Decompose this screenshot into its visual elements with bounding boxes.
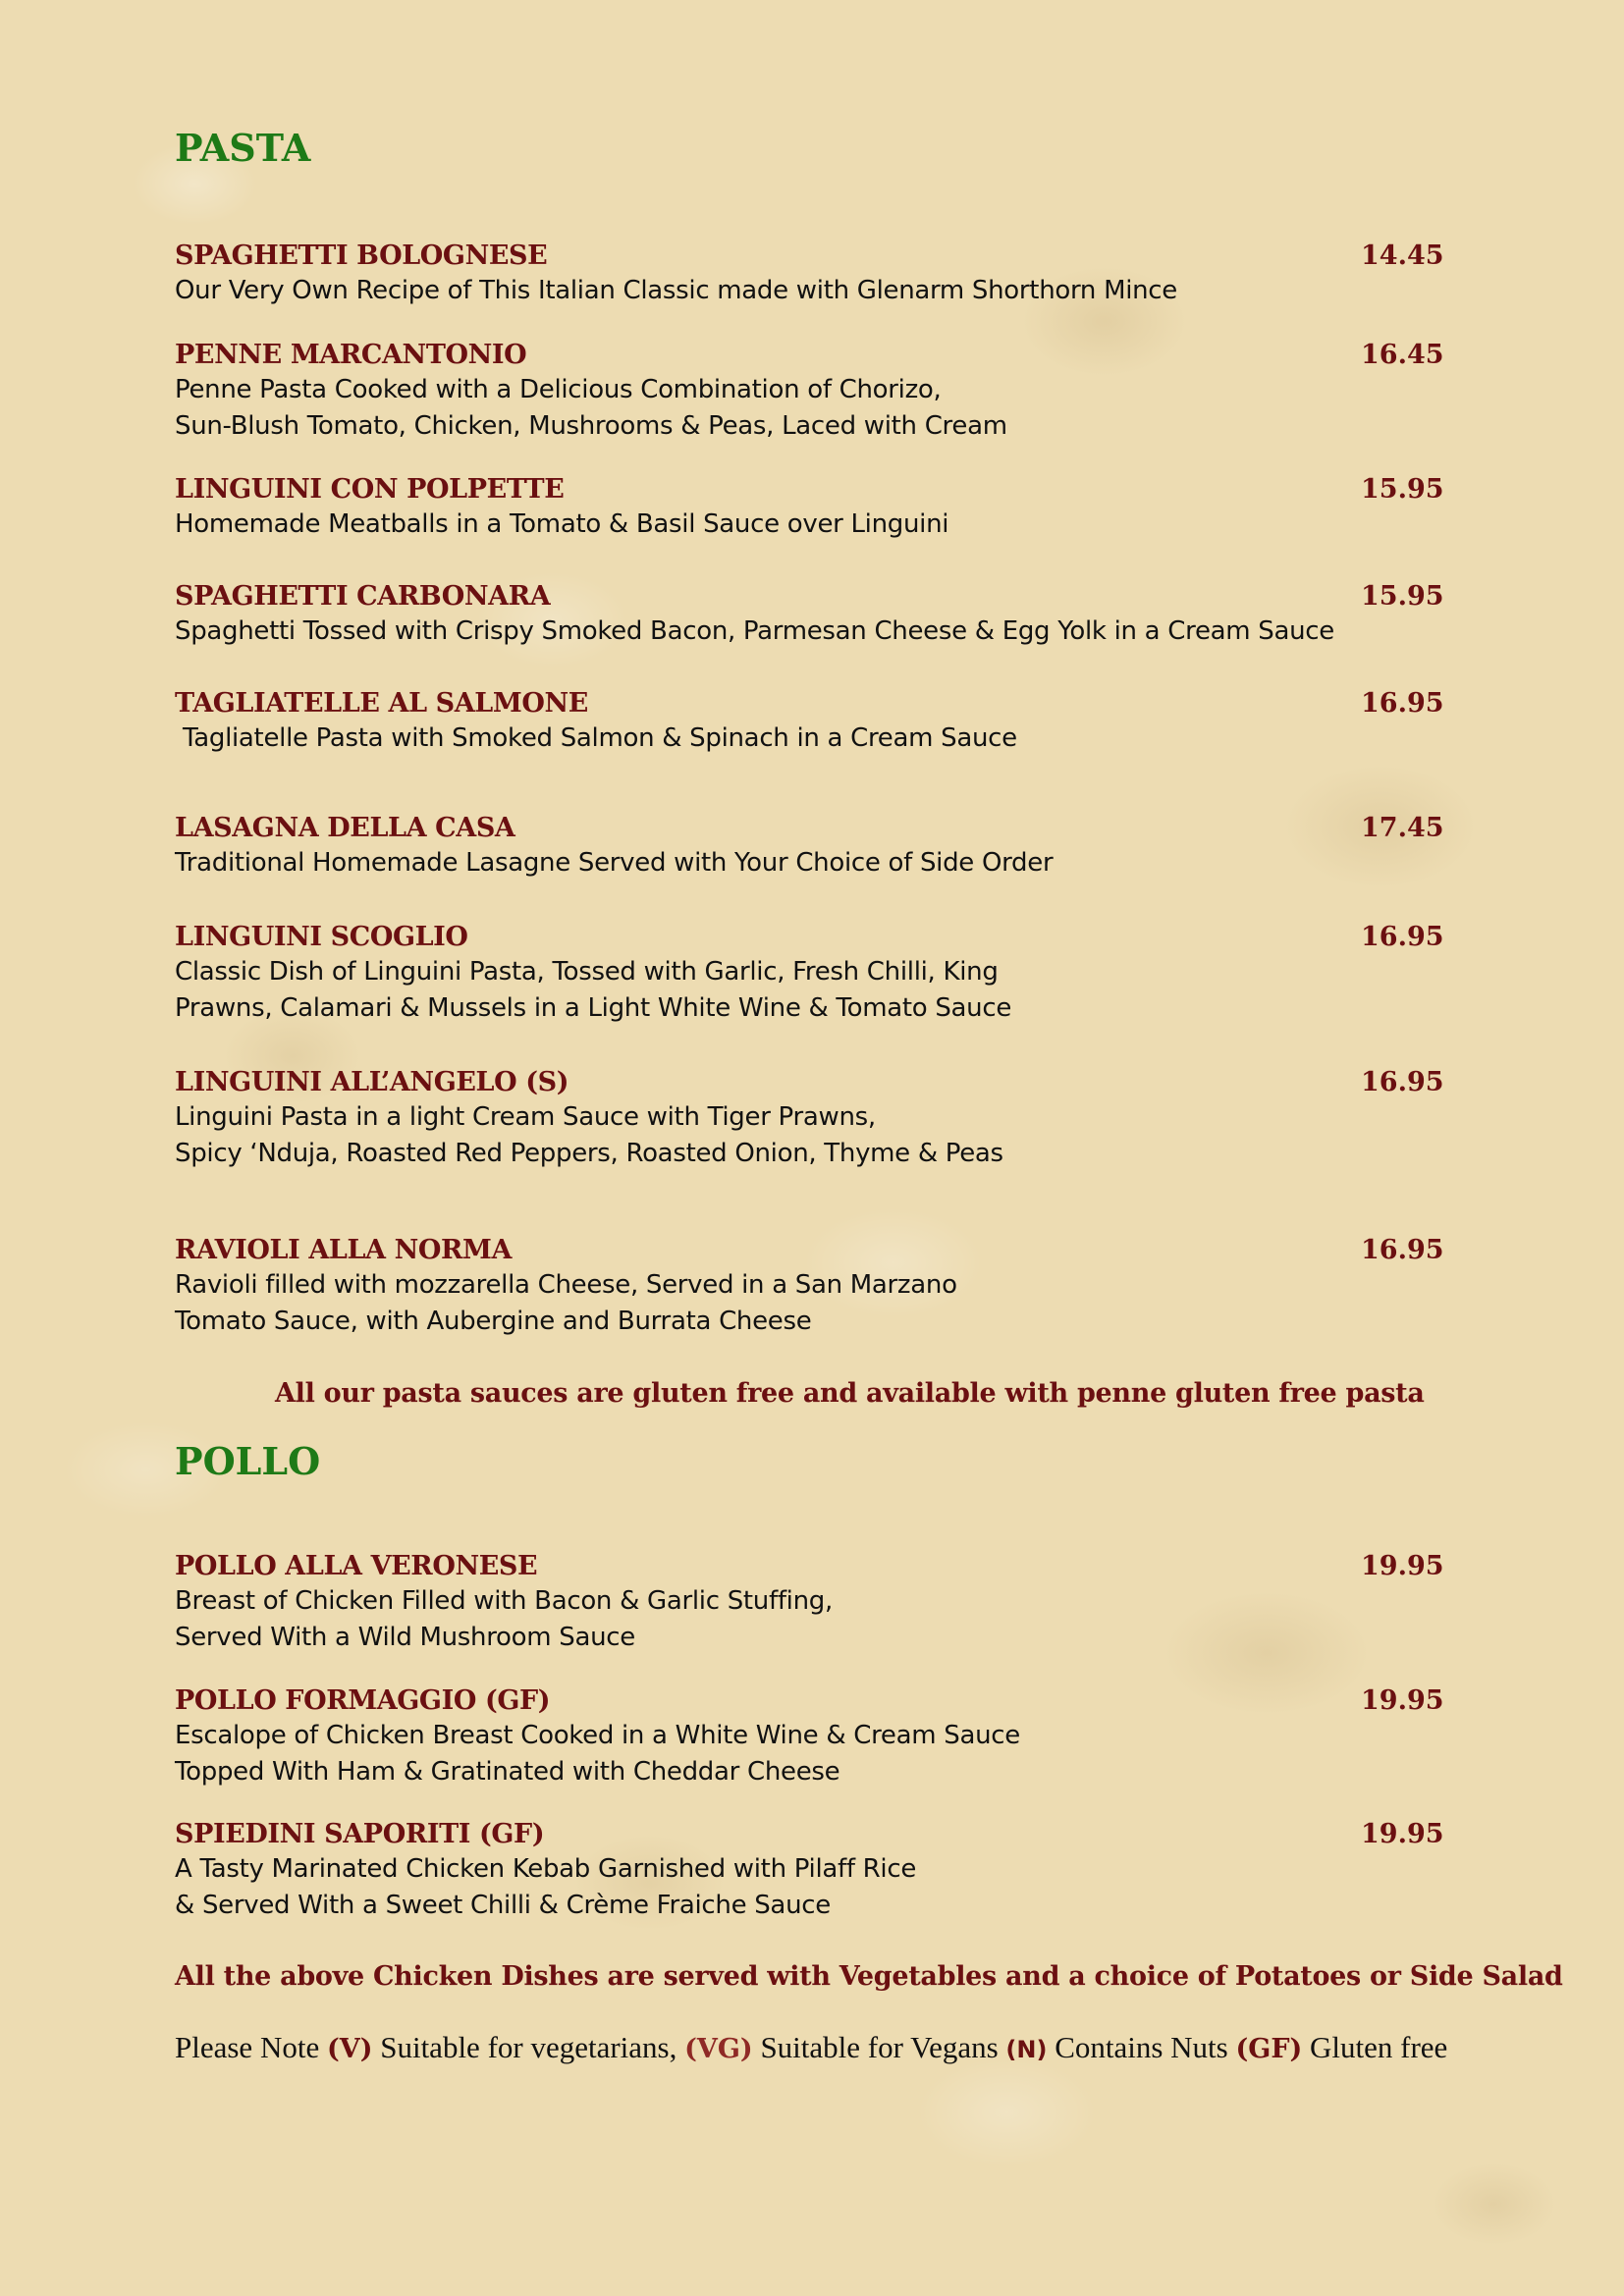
description-line: Homemade Meatballs in a Tomato & Basil Sauce over Linguini [175, 509, 949, 539]
menu-item [175, 473, 1451, 543]
description-line: Spaghetti Tossed with Crispy Smoked Bacon, Parmesan Cheese & Egg Yolk in a Cream Sauce [175, 616, 1334, 646]
item-description [175, 372, 1451, 445]
item-price: 19.95 [1361, 1819, 1444, 1849]
menu-item [175, 921, 1451, 1027]
item-price: 14.45 [1361, 240, 1444, 271]
description-line: & Served With a Sweet Chilli & Crème Fraiche Sauce [175, 1891, 831, 1920]
item-price: 17.45 [1361, 813, 1444, 843]
item-description [175, 1718, 1451, 1790]
section-title-pollo: POLLO [175, 1439, 321, 1483]
legend-text-v: Suitable for vegetarians, [372, 2030, 685, 2064]
item-name: LINGUINI ALL’ANGELO (S) [175, 1067, 569, 1097]
description-line: Breast of Chicken Filled with Bacon & Garlic Stuffing, [175, 1586, 833, 1616]
menu-item [175, 1066, 1451, 1172]
legend-prefix: Please Note [175, 2030, 327, 2064]
description-line: Served With a Wild Mushroom Sauce [175, 1623, 635, 1652]
description-line: Traditional Homemade Lasagne Served with Your Choice of Side Order [175, 848, 1054, 878]
item-description [175, 1851, 1451, 1924]
item-price: 19.95 [1361, 1551, 1444, 1581]
item-name: SPIEDINI SAPORITI (GF) [175, 1819, 545, 1849]
item-price: 19.95 [1361, 1685, 1444, 1716]
legend-code-v: (V) [326, 2034, 373, 2064]
pasta-gluten-note: All our pasta sauces are gluten free and available with penne gluten free pasta [275, 1378, 1425, 1409]
item-name: POLLO FORMAGGIO (GF) [175, 1685, 551, 1716]
menu-item [175, 339, 1451, 445]
description-line: Tagliatelle Pasta with Smoked Salmon & Spinach in a Cream Sauce [175, 723, 1017, 753]
description-line: Topped With Ham & Gratinated with Cheddar Cheese [175, 1757, 840, 1787]
item-name: LASAGNA DELLA CASA [175, 813, 515, 843]
section-title-pasta: PASTA [175, 126, 311, 170]
item-name: LINGUINI SCOGLIO [175, 922, 468, 952]
item-price: 16.95 [1361, 1067, 1444, 1097]
legend-text-gf: Gluten free [1302, 2030, 1448, 2064]
description-line: A Tasty Marinated Chicken Kebab Garnished with Pilaff Rice [175, 1854, 917, 1884]
item-price: 15.95 [1361, 474, 1444, 505]
item-description [175, 273, 1451, 309]
item-description [175, 1267, 1451, 1340]
description-line: Our Very Own Recipe of This Italian Classic made with Glenarm Shorthorn Mince [175, 276, 1177, 305]
legend-code-n: (N) [1005, 2036, 1048, 2063]
item-description [175, 845, 1451, 881]
legend-code-vg: (VG) [684, 2034, 753, 2064]
item-price: 16.45 [1361, 340, 1444, 370]
item-price: 16.95 [1361, 922, 1444, 952]
item-name: TAGLIATELLE AL SALMONE [175, 688, 588, 719]
chicken-sides-note: All the above Chicken Dishes are served with Vegetables and a choice of Potatoes or Side Salad [175, 1961, 1563, 1992]
item-description [175, 721, 1451, 757]
item-name: PENNE MARCANTONIO [175, 340, 527, 370]
menu-item [175, 1550, 1451, 1656]
item-name: SPAGHETTI CARBONARA [175, 581, 551, 612]
item-name: RAVIOLI ALLA NORMA [175, 1235, 513, 1265]
menu-item [175, 240, 1451, 309]
description-line: Escalope of Chicken Breast Cooked in a White Wine & Cream Sauce [175, 1721, 1020, 1750]
legend-text-n: Contains Nuts [1047, 2030, 1236, 2064]
menu-item [175, 1818, 1451, 1924]
item-price: 16.95 [1361, 1235, 1444, 1265]
menu-item [175, 1684, 1451, 1790]
menu-item [175, 812, 1451, 881]
menu-item [175, 1234, 1451, 1340]
description-line: Classic Dish of Linguini Pasta, Tossed with Garlic, Fresh Chilli, King [175, 957, 999, 987]
item-name: SPAGHETTI BOLOGNESE [175, 240, 548, 271]
item-price: 15.95 [1361, 581, 1444, 612]
item-price: 16.95 [1361, 688, 1444, 719]
description-line: Prawns, Calamari & Mussels in a Light White Wine & Tomato Sauce [175, 993, 1012, 1023]
item-description [175, 614, 1451, 650]
item-description [175, 954, 1451, 1027]
menu-item [175, 580, 1451, 650]
description-line: Linguini Pasta in a light Cream Sauce with Tiger Prawns, [175, 1102, 876, 1132]
description-line: Penne Pasta Cooked with a Delicious Combination of Chorizo, [175, 375, 942, 404]
description-line: Spicy ‘Nduja, Roasted Red Peppers, Roasted Onion, Thyme & Peas [175, 1139, 1003, 1168]
legend-code-gf: (GF) [1235, 2034, 1303, 2064]
description-line: Ravioli filled with mozzarella Cheese, Served in a San Marzano [175, 1270, 957, 1300]
item-description [175, 1583, 1451, 1656]
legend-text-vg: Suitable for Vegans [752, 2030, 1006, 2064]
item-description [175, 1099, 1451, 1172]
dietary-legend [175, 2030, 1447, 2065]
description-line: Tomato Sauce, with Aubergine and Burrata Cheese [175, 1307, 812, 1336]
item-name: POLLO ALLA VERONESE [175, 1551, 538, 1581]
item-description [175, 507, 1451, 543]
item-name: LINGUINI CON POLPETTE [175, 474, 565, 505]
description-line: Sun-Blush Tomato, Chicken, Mushrooms & Peas, Laced with Cream [175, 411, 1007, 441]
menu-item [175, 687, 1451, 757]
